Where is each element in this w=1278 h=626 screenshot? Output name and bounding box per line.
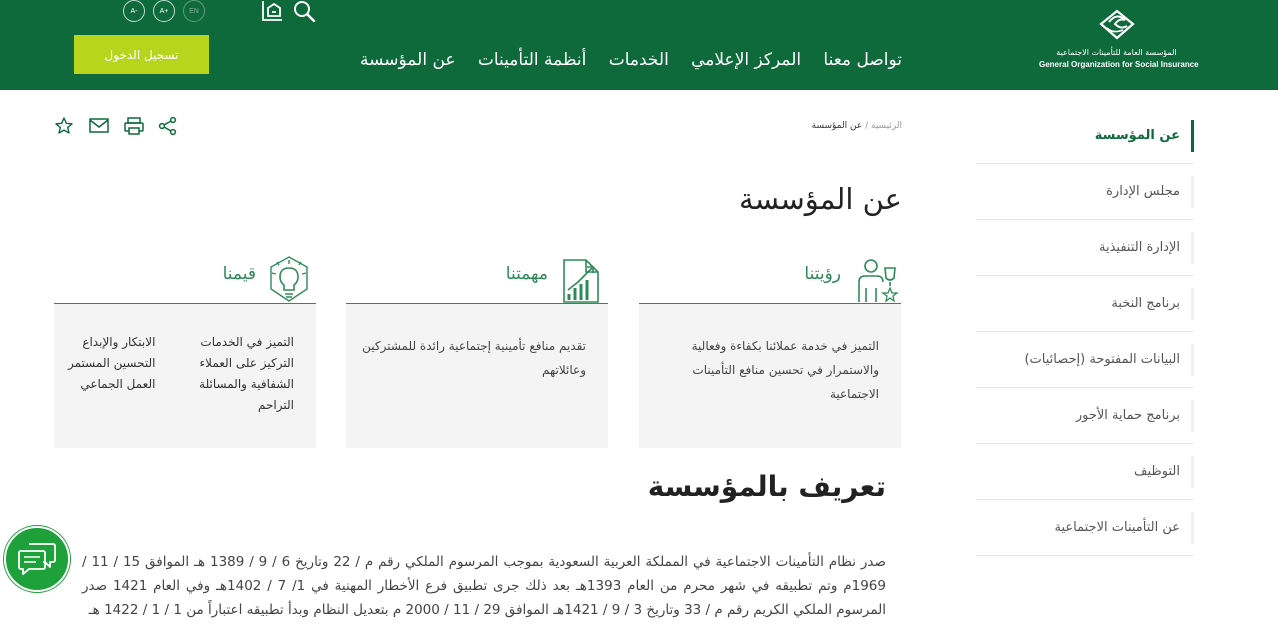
mission-card-title: مهمتنا bbox=[505, 264, 548, 284]
email-icon[interactable] bbox=[88, 116, 110, 136]
font-increase-button[interactable]: A+ bbox=[153, 0, 175, 22]
value-item: التراحم bbox=[258, 398, 294, 412]
chat-button[interactable] bbox=[4, 526, 70, 592]
nav-services[interactable]: الخدمات bbox=[608, 50, 669, 70]
sidebar-item-wage-protection[interactable]: برنامج حماية الأجور bbox=[976, 388, 1194, 444]
nav-media-center[interactable]: المركز الإعلامي bbox=[691, 50, 802, 70]
sidebar-item-open-data[interactable]: البيانات المفتوحة (إحصائيات) bbox=[976, 332, 1194, 388]
values-card bbox=[54, 252, 316, 448]
value-item: التميز في الخدمات bbox=[200, 335, 294, 349]
sidebar-item-careers[interactable]: التوظيف bbox=[976, 444, 1194, 500]
login-button[interactable]: تسجيل الدخول bbox=[74, 35, 209, 74]
sidebar-item-about[interactable]: عن المؤسسة bbox=[976, 108, 1194, 164]
page-title: عن المؤسسة bbox=[739, 182, 902, 216]
main-nav bbox=[360, 46, 902, 74]
mission-card-header bbox=[346, 252, 608, 304]
print-icon[interactable] bbox=[123, 116, 145, 136]
accessibility-icon[interactable] bbox=[260, 0, 288, 22]
breadcrumb-separator: / bbox=[865, 121, 869, 131]
font-decrease-button[interactable]: A- bbox=[123, 0, 145, 22]
value-item: العمل الجماعي bbox=[80, 377, 156, 391]
mission-growth-chart-icon bbox=[556, 254, 606, 304]
value-item: التحسين المستمر bbox=[68, 356, 156, 370]
share-icon[interactable] bbox=[158, 116, 178, 136]
gosi-logo[interactable] bbox=[1039, 8, 1199, 72]
values-list-1 bbox=[199, 332, 294, 416]
favorite-star-icon[interactable] bbox=[54, 116, 74, 136]
nav-contact-us[interactable]: تواصل معنا bbox=[823, 50, 902, 70]
search-icon[interactable] bbox=[292, 0, 318, 22]
vision-card-body bbox=[639, 304, 901, 448]
values-card-body bbox=[54, 304, 316, 448]
logo-english-name: General Organization for Social Insurance bbox=[1039, 60, 1199, 69]
vision-card bbox=[639, 252, 901, 448]
value-item: الابتكار والإبداع bbox=[82, 335, 156, 349]
values-card-header bbox=[54, 252, 316, 304]
breadcrumb-home[interactable]: الرئيسية bbox=[871, 121, 902, 131]
breadcrumb bbox=[812, 121, 902, 131]
gosi-logo-mark-icon bbox=[1089, 8, 1145, 44]
values-lightbulb-icon bbox=[264, 254, 314, 304]
site-header bbox=[0, 0, 1278, 90]
values-list-2 bbox=[68, 332, 155, 416]
mission-card bbox=[346, 252, 608, 448]
sidebar-item-elite-program[interactable]: برنامج النخبة bbox=[976, 276, 1194, 332]
vision-card-header bbox=[639, 252, 901, 304]
mission-card-text: تقديم منافع تأمينية إجتماعية رائدة للمشتركين وعائلاتهم bbox=[362, 339, 586, 377]
sidebar-item-board[interactable]: مجلس الإدارة bbox=[976, 164, 1194, 220]
nav-about[interactable]: عن المؤسسة bbox=[360, 50, 456, 70]
values-card-title: قيمنا bbox=[222, 264, 256, 284]
vision-card-text: التميز في خدمة عملائنا بكفاءة وفعالية والاستمرار في تحسين منافع التأمينات الاجتماعية bbox=[691, 339, 879, 401]
breadcrumb-current: عن المؤسسة bbox=[811, 121, 863, 131]
logo-arabic-name: المؤسسة العامة للتأمينات الاجتماعية bbox=[1056, 48, 1177, 57]
chat-bubbles-icon bbox=[17, 541, 57, 577]
nav-insurance-systems[interactable]: أنظمة التأمينات bbox=[477, 50, 587, 70]
about-section-title: تعريف بالمؤسسة bbox=[647, 470, 886, 503]
about-paragraph: صدر نظام التأمينات الاجتماعية في المملكة العربية السعودية بموجب المرسوم الملكي رقم م / 22 وتاريخ 6 / 9 / 1389 هـ الموافق 15 / 11 / 1969م وتم تطبيقه في شهر محرم من العام 1393هـ بعد ذلك جرى تطبيق فرع الأخطار المهنية في 1/ 7 / 1402هـ وفي العام 1421 صدر المرسوم الملكي الكريم رقم م / 33 وتاريخ 3 / 9 / 1421هـ الموافق 29 / 11 / 2000 م بتعديل النظام وبدأ تطبيقه اعتباراً من 1 / 1 / 1422 هـ bbox=[82, 554, 886, 618]
values-lists bbox=[68, 332, 294, 416]
vision-card-title: رؤيتنا bbox=[804, 264, 841, 284]
vision-award-icon bbox=[849, 254, 899, 304]
mission-card-body bbox=[346, 304, 608, 448]
value-item: التركيز على العملاء bbox=[199, 356, 294, 370]
sidebar-item-about-social-insurance[interactable]: عن التأمينات الاجتماعية bbox=[976, 500, 1194, 556]
value-item: الشفافية والمسائلة bbox=[199, 377, 294, 391]
sidebar bbox=[976, 108, 1194, 556]
sidebar-item-executive-management[interactable]: الإدارة التنفيذية bbox=[976, 220, 1194, 276]
language-toggle-button[interactable]: EN bbox=[183, 0, 205, 22]
